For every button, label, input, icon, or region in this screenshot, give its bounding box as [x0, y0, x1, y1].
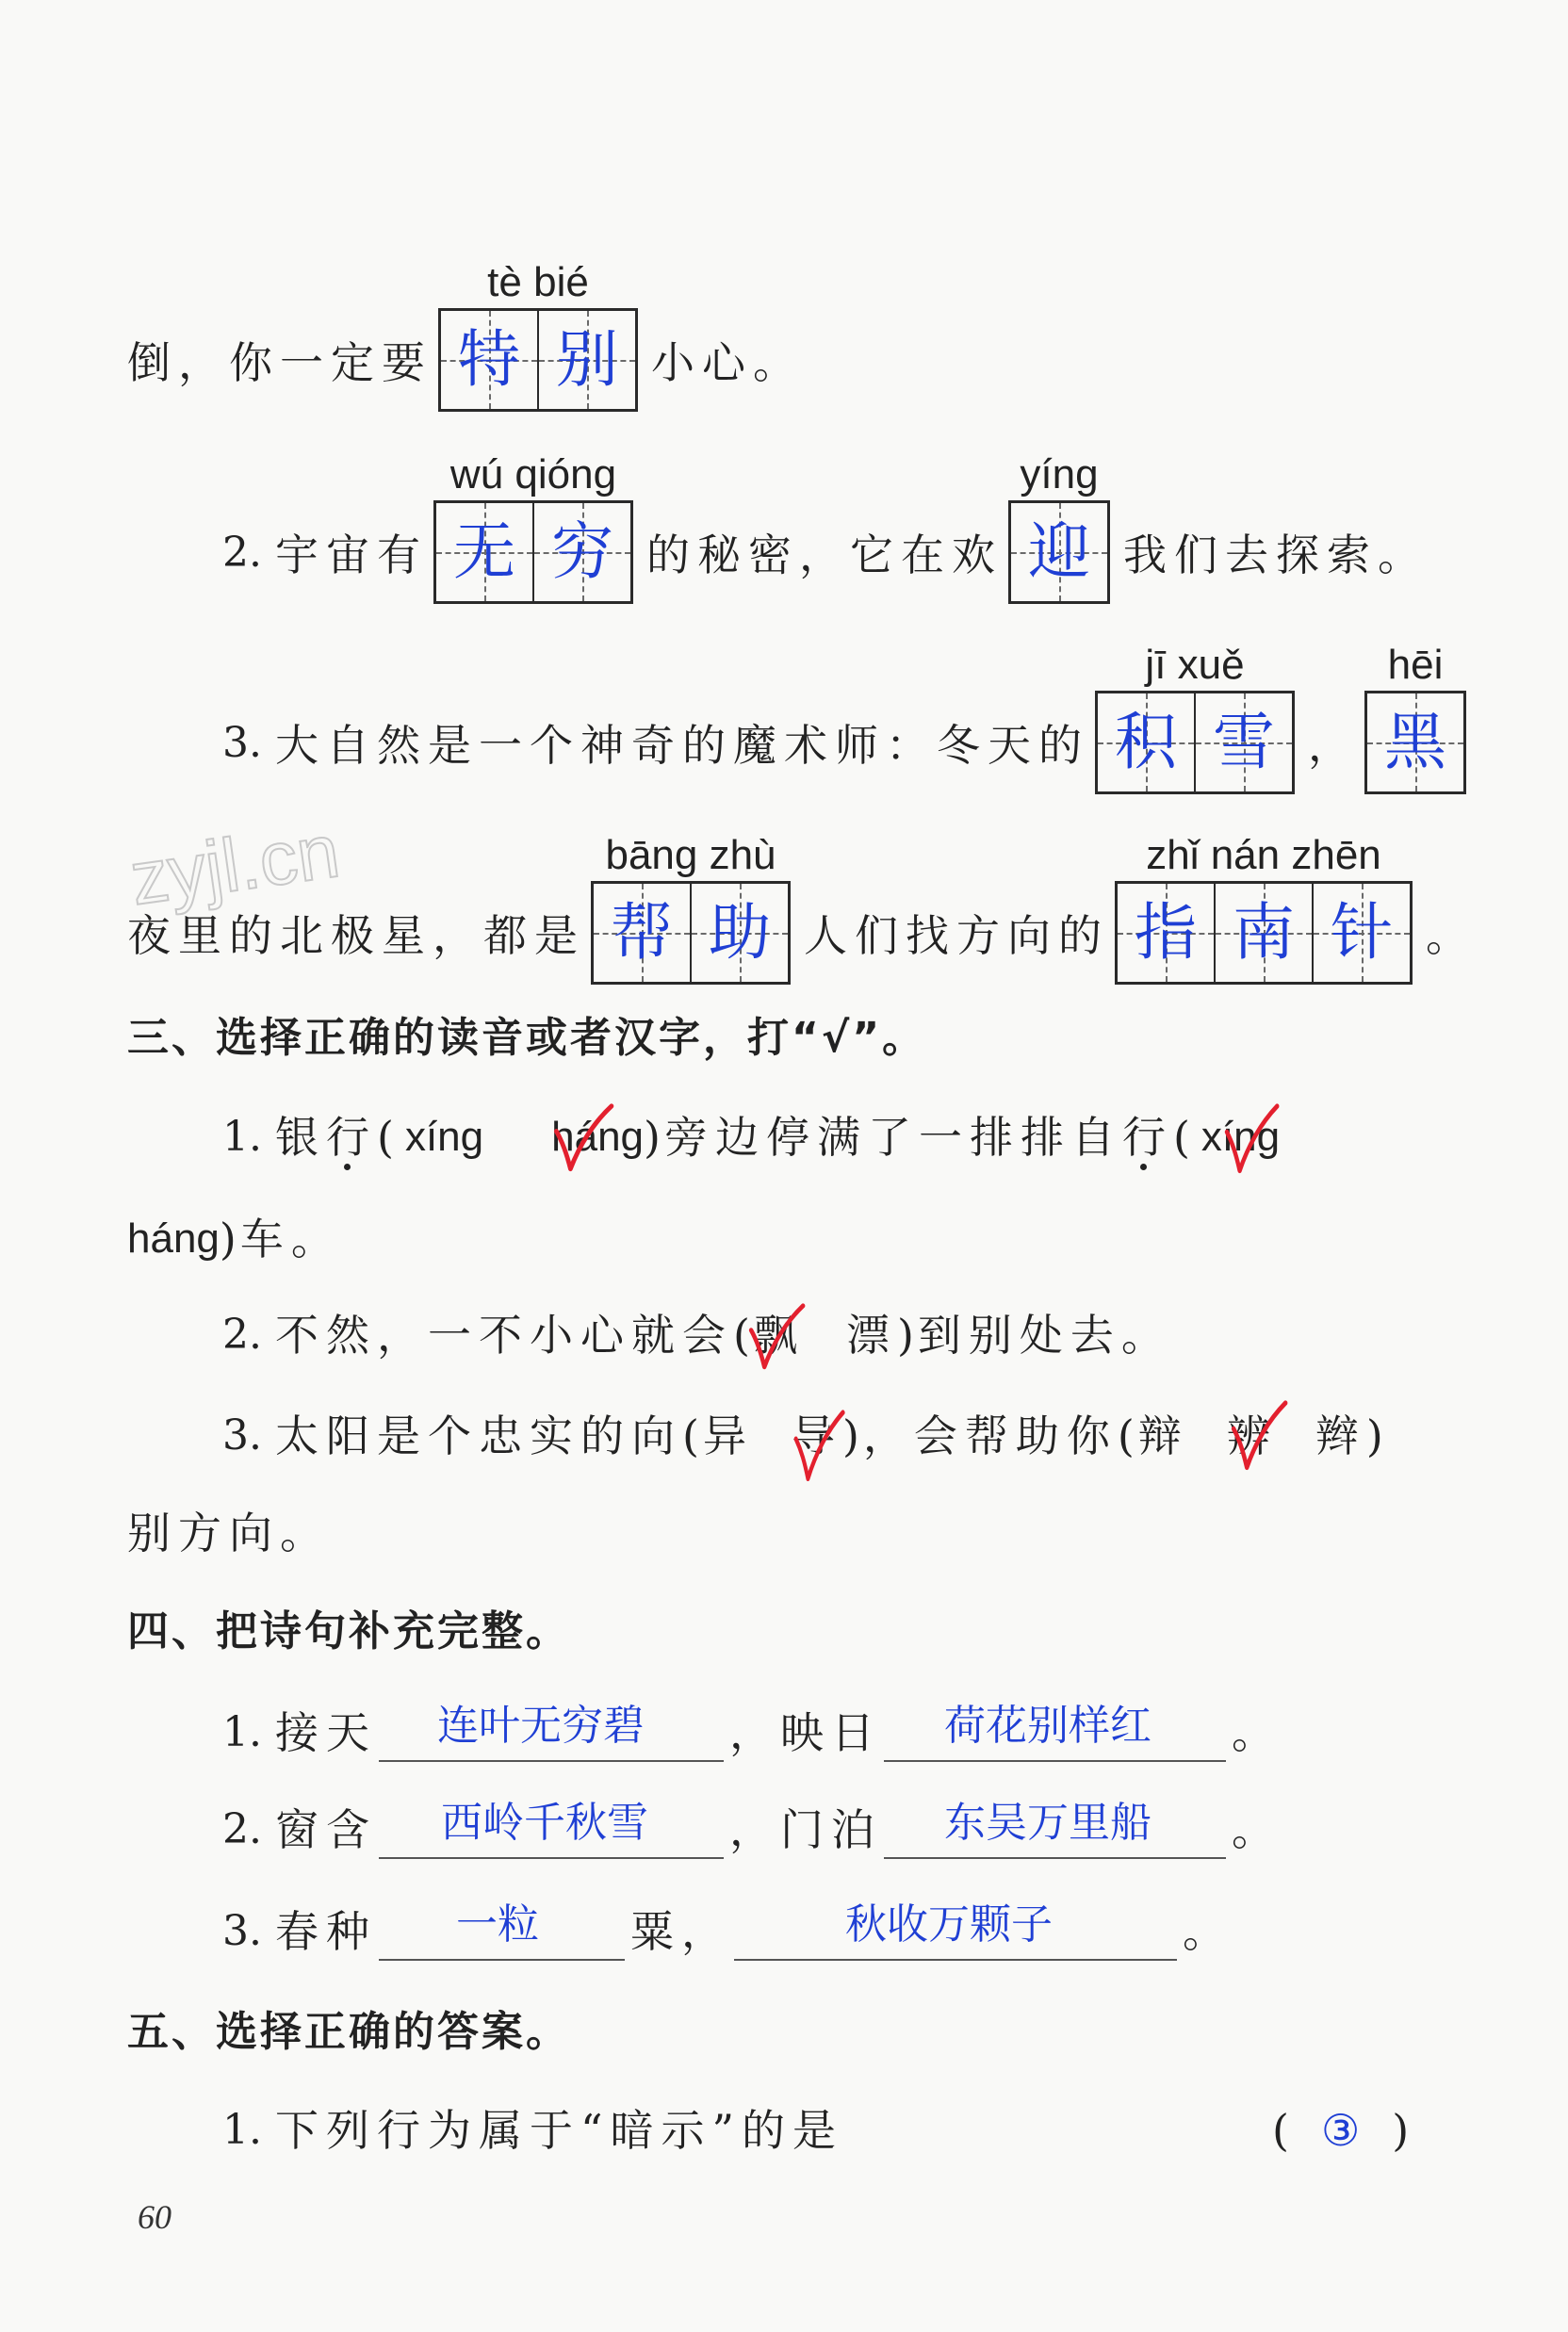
grid-cell	[1214, 884, 1312, 982]
handwritten-answer: 荷花别样红	[944, 1702, 1152, 1750]
open-paren: (	[377, 1112, 398, 1163]
pinyin-label: jī xuě	[1145, 642, 1245, 688]
poem-text: 。	[1232, 1707, 1282, 1758]
question-text: 下列行为属于“暗示”的是	[275, 2105, 844, 2156]
open-paren: (	[733, 1310, 754, 1361]
grid-cell	[1011, 503, 1107, 601]
item-number: 2.	[222, 528, 262, 577]
option-pinyin-checked: xíng	[1201, 1109, 1280, 1166]
item-number: 2.	[222, 1805, 262, 1853]
answer-blank	[379, 1801, 724, 1859]
handwritten-answer: 穷	[551, 515, 613, 588]
item-number: 3.	[222, 718, 262, 767]
tianzige-answer-box	[1364, 642, 1466, 794]
handwritten-answer: 积	[1115, 706, 1177, 778]
option-char-checked: 辨	[1227, 1408, 1278, 1464]
handwritten-answer: 黑	[1384, 706, 1446, 778]
choice-item-2	[222, 1307, 1172, 1363]
sentence-suffix: 我们去探索。	[1123, 530, 1429, 580]
option-char: 辩	[1137, 1411, 1189, 1461]
pinyin-label: zhǐ nán zhēn	[1146, 832, 1381, 878]
tianzige-answer-box	[1008, 451, 1110, 604]
handwritten-answer: 迎	[1028, 515, 1090, 588]
choice-item-1-line-2	[127, 1211, 342, 1267]
poem-line-1	[222, 1704, 1282, 1761]
fill-in-line-1	[127, 259, 804, 412]
sentence-prefix: 夜里的北极星，都是	[127, 910, 585, 961]
grid-cell	[1194, 693, 1292, 791]
circled-answer: ③	[1320, 2105, 1361, 2156]
sentence-prefix: 宇宙有	[275, 530, 428, 580]
item-number: 1.	[222, 1708, 262, 1756]
sentence-text: 不然，一不小心就会	[275, 1310, 733, 1361]
handwritten-answer: 助	[709, 896, 771, 969]
page-number: 60	[138, 2198, 172, 2236]
section-3-heading: 三、选择正确的读音或者汉字，打“√”。	[127, 1014, 927, 1062]
sentence-text: 太阳是个忠实的向	[275, 1411, 682, 1461]
handwritten-answer: 特	[458, 323, 520, 396]
answer-blank	[379, 1902, 625, 1961]
grid-cell	[537, 311, 635, 409]
poem-line-2	[222, 1799, 1282, 1858]
grid-cell	[1312, 884, 1410, 982]
option-char: 辫	[1315, 1411, 1366, 1461]
option-pinyin: xíng	[404, 1114, 484, 1160]
item-number: 3.	[222, 1907, 262, 1955]
open-paren: (	[1117, 1411, 1138, 1461]
sentence-suffix: 。	[1426, 910, 1477, 961]
handwritten-answer: 南	[1233, 896, 1295, 969]
sentence-middle: 人们找方向的	[804, 910, 1109, 961]
grid-cell	[436, 503, 532, 601]
grid-cell	[1367, 693, 1463, 791]
option-char: 异	[702, 1411, 754, 1461]
grid-cell	[532, 503, 630, 601]
tianzige-answer-box	[591, 832, 791, 985]
open-paren: (	[682, 1411, 703, 1461]
handwritten-answer: 帮	[611, 896, 673, 969]
choice-item-3-line-2	[127, 1505, 331, 1561]
handwritten-answer: 西岭千秋雪	[441, 1799, 648, 1847]
close-paren: )	[644, 1112, 664, 1163]
poem-text: 窗含	[275, 1804, 377, 1855]
option-char-checked: 导	[792, 1408, 842, 1464]
sentence-middle: 的秘密，它在欢	[646, 530, 1003, 580]
poem-text: ，映日	[729, 1707, 882, 1758]
option-char-checked: 飘	[754, 1307, 805, 1363]
choice-item-3	[222, 1408, 1387, 1464]
poem-text: 粟，	[630, 1906, 732, 1957]
handwritten-answer: 无	[453, 515, 515, 588]
close-paren: )	[1392, 2105, 1413, 2156]
poem-text: 接天	[275, 1707, 377, 1758]
pinyin-label: tè bié	[487, 259, 589, 305]
handwritten-answer: 指	[1135, 896, 1197, 969]
sentence-middle: ，	[1308, 720, 1359, 771]
option-pinyin: háng	[127, 1215, 220, 1262]
grid-cell	[1098, 693, 1194, 791]
answer-parentheses	[1272, 2102, 1413, 2159]
fill-in-item-3	[222, 642, 1479, 794]
sentence-text: 别方向。	[127, 1508, 331, 1558]
pinyin-label: hēi	[1387, 642, 1444, 688]
poem-text: 。	[1183, 1906, 1233, 1957]
poem-text: ，门泊	[729, 1804, 882, 1855]
question-item-1	[222, 2102, 843, 2159]
section-5-heading: 五、选择正确的答案。	[127, 2008, 570, 2056]
grid-cell	[441, 311, 537, 409]
close-paren: )	[896, 1310, 918, 1361]
pinyin-label: bāng zhù	[605, 832, 776, 878]
answer-blank	[884, 1801, 1226, 1859]
sentence-prefix: 大自然是一个神奇的魔术师：冬天的	[275, 720, 1089, 771]
grid-cell	[690, 884, 788, 982]
emphasized-char: 行	[326, 1109, 377, 1166]
close-paren: )	[1365, 1411, 1387, 1461]
handwritten-answer: 雪	[1213, 706, 1275, 778]
item-number: 2.	[222, 1311, 262, 1359]
item-number: 3.	[222, 1411, 262, 1460]
tianzige-answer-box	[438, 259, 638, 412]
answer-blank	[379, 1704, 724, 1762]
handwritten-answer: 秋收万颗子	[845, 1900, 1053, 1949]
section-4-heading: 四、把诗句补充完整。	[127, 1607, 570, 1655]
grid-cell	[594, 884, 690, 982]
sentence-text: 旁边停满了一排排自	[663, 1112, 1122, 1163]
emphasized-char: 行	[1122, 1109, 1173, 1166]
item-number: 1.	[222, 2106, 262, 2154]
fill-in-item-2	[222, 451, 1429, 604]
handwritten-answer: 针	[1331, 896, 1393, 969]
handwritten-answer: 连叶无穷碧	[437, 1702, 645, 1750]
sentence-suffix: 小心。	[651, 337, 804, 388]
tianzige-answer-box	[1115, 832, 1413, 985]
sentence-text: 银	[275, 1112, 326, 1163]
handwritten-answer: 东吴万里船	[944, 1799, 1152, 1847]
poem-text: 春种	[275, 1906, 377, 1957]
grid-cell	[1118, 884, 1214, 982]
handwritten-answer: 别	[556, 323, 618, 396]
close-paren: )	[841, 1411, 863, 1461]
answer-blank	[884, 1704, 1226, 1762]
open-paren: (	[1172, 1112, 1194, 1163]
sentence-text: 到别处去。	[917, 1310, 1172, 1361]
tianzige-answer-box	[433, 451, 633, 604]
pinyin-label: yíng	[1020, 451, 1099, 497]
pinyin-label: wú qióng	[449, 451, 617, 497]
answer-blank	[734, 1902, 1177, 1961]
open-paren: (	[1272, 2105, 1293, 2156]
item-number: 1.	[222, 1113, 262, 1161]
poem-text: 。	[1232, 1804, 1282, 1855]
option-pinyin-checked: háng	[551, 1109, 644, 1166]
sentence-prefix: 倒，你一定要	[127, 337, 433, 388]
sentence-text: ，会帮助你	[862, 1411, 1118, 1461]
option-char: 漂	[845, 1310, 897, 1361]
sentence-text: 车。	[239, 1214, 342, 1264]
tianzige-answer-box	[1095, 642, 1295, 794]
choice-item-1	[222, 1109, 1280, 1166]
close-paren: )	[219, 1214, 240, 1264]
watermark: zyjl.cn	[124, 807, 345, 921]
poem-line-3	[222, 1900, 1233, 1960]
handwritten-answer: 一粒	[456, 1900, 539, 1949]
